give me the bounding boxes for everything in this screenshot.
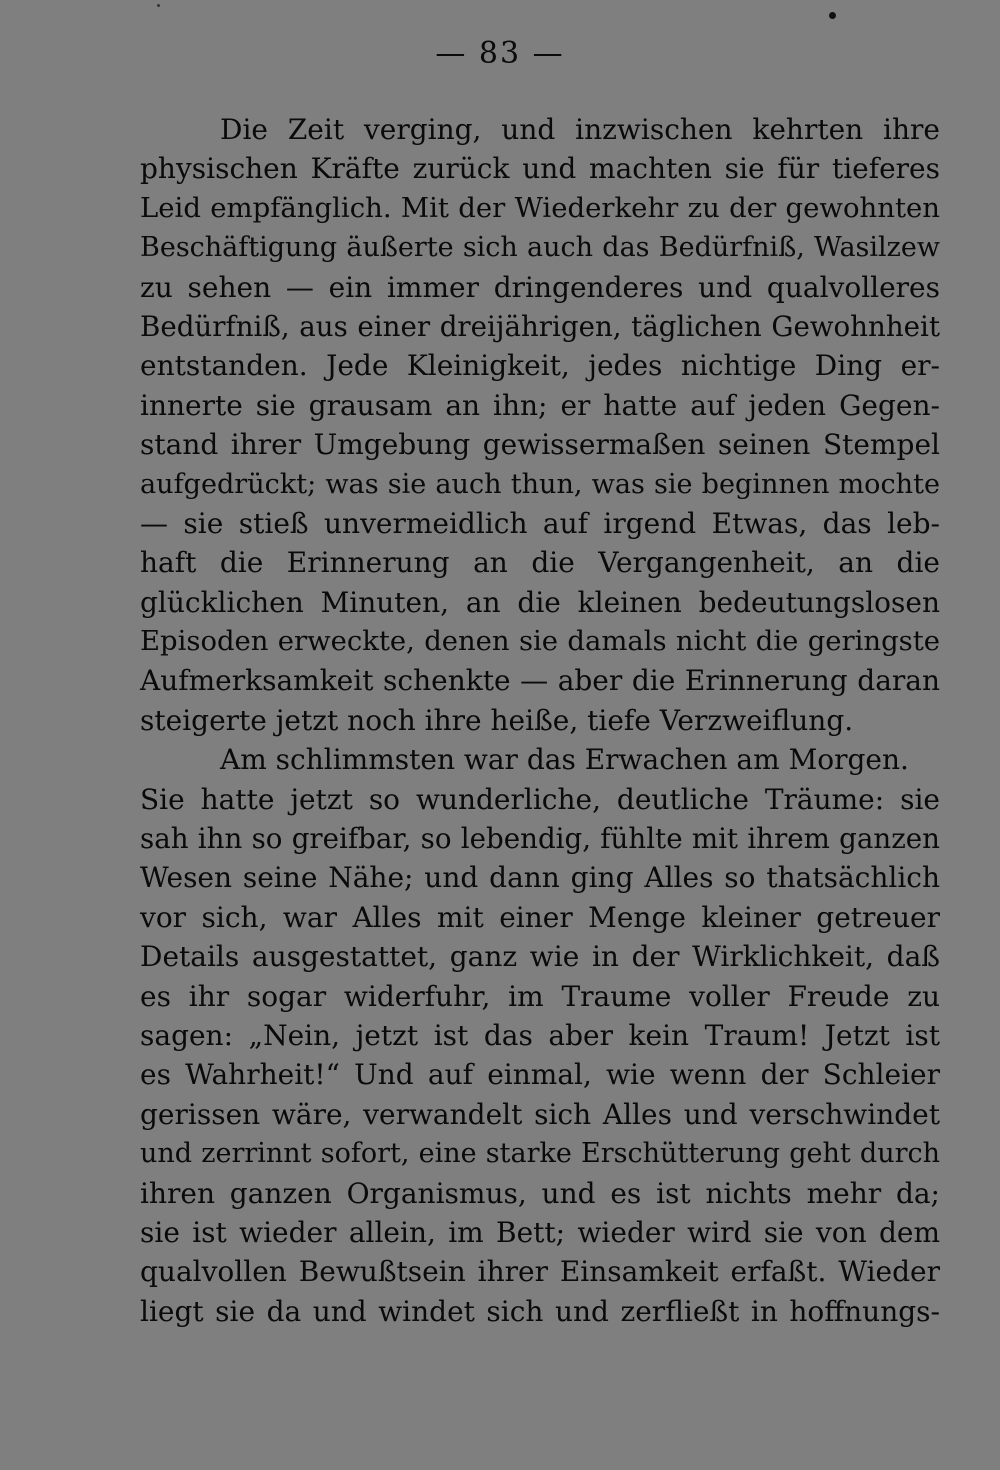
text-line: glücklichen Minuten, an die kleinen bedeutungslosen [140,585,940,619]
text-line: Bedürfniß, aus einer dreijährigen, täglichen Gewohnheit [140,309,940,343]
text-line: Am schlimmsten war das Erwachen am Morgen. [220,743,909,777]
text-line: Aufmerksamkeit schenkte — aber die Erinnerung daran [140,664,940,698]
text-line: liegt sie da und windet sich und zerfließt in hoffnungs- [140,1294,940,1328]
text-line: haft die Erinnerung an die Vergangenheit, an die [140,546,940,580]
text-line: Details ausgestattet, ganz wie in der Wirklichkeit, daß [140,940,940,974]
text-line: entstanden. Jede Kleinigkeit, jedes nichtige Ding er- [140,349,940,383]
text-line: physischen Kräfte zurück und machten sie für tieferes [140,152,940,186]
text-line: Leid empfänglich. Mit der Wiederkehr zu der gewohnten [140,191,940,224]
text-line: Wesen seine Nähe; und dann ging Alles so thatsächlich [140,861,940,895]
text-line: gerissen wäre, verwandelt sich Alles und verschwindet [140,1097,940,1131]
text-line: innerte sie grausam an ihn; er hatte auf jeden Gegen- [140,388,940,422]
text-line: vor sich, war Alles mit einer Menge kleiner getreuer [140,900,940,934]
text-line: sie ist wieder allein, im Bett; wieder wird sie von dem [140,1215,940,1249]
text-line: aufgedrückt; was sie auch thun, was sie beginnen mochte [140,468,940,500]
text-line: und zerrinnt sofort, eine starke Erschütterung geht durch [140,1138,940,1170]
text-line: — sie stieß unvermeidlich auf irgend Etwas, das leb- [140,506,940,540]
text-line: zu sehen — ein immer dringenderes und qualvolleres [140,270,940,304]
text-line: steigerte jetzt noch ihre heiße, tiefe Verzweiflung. [140,703,854,737]
body-text [140,110,940,1331]
text-line: Beschäftigung äußerte sich auch das Bedürfniß, Wasilzew [140,232,940,264]
text-line: ihren ganzen Organismus, und es ist nichts mehr da; [140,1176,940,1210]
text-line: stand ihrer Umgebung gewissermaßen seinen Stempel [140,428,940,462]
text-line: Sie hatte jetzt so wunderliche, deutliche Träume: sie [140,782,940,816]
text-line: es ihr sogar widerfuhr, im Traume voller Freude zu [140,979,940,1013]
text-line: Die Zeit verging, und inzwischen kehrten ihre [220,113,940,146]
ink-speck [157,4,160,7]
ink-speck [829,12,836,19]
text-line: Episoden erweckte, denen sie damals nicht die geringste [140,626,940,658]
text-line: sagen: „Nein, jetzt ist das aber kein Traum! Jetzt ist [140,1018,940,1052]
text-line: es Wahrheit!“ Und auf einmal, wie wenn der Schleier [140,1058,940,1092]
text-line: qualvollen Bewußtsein ihrer Einsamkeit erfaßt. Wieder [140,1255,940,1289]
page-number: — 83 — [435,36,565,71]
text-line: sah ihn so greifbar, so lebendig, fühlte mit ihrem ganzen [140,822,940,856]
